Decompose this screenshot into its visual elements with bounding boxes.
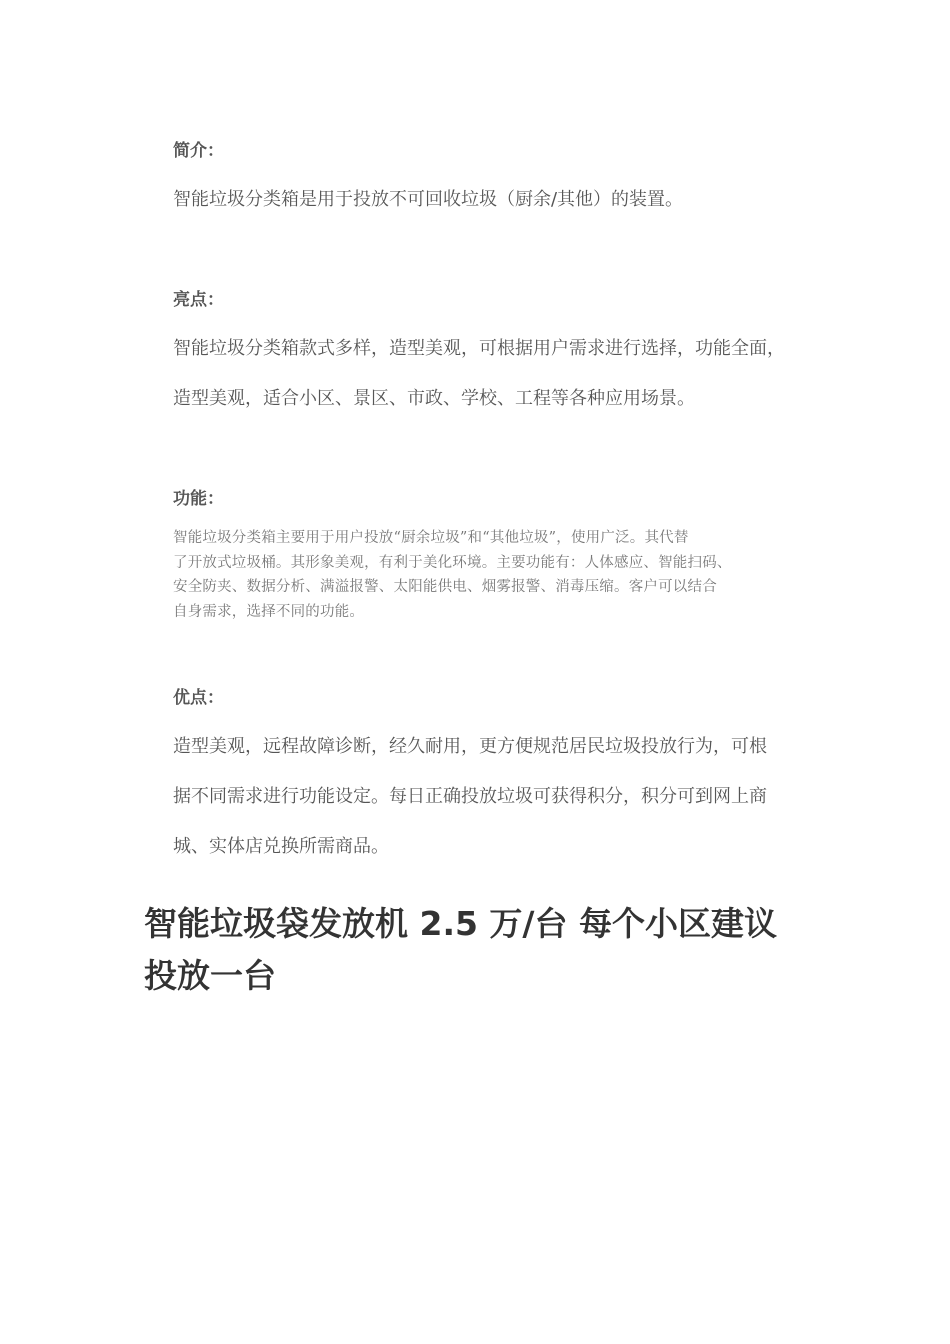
functions-line-3: 安全防夹、数据分析、满溢报警、太阳能供电、烟雾报警、消毒压缩。客户可以结合 <box>173 579 717 595</box>
main-title <box>144 898 824 1002</box>
intro-line-1: 智能垃圾分类箱是用于投放不可回收垃圾（厨余/其他）的装置。 <box>173 189 684 210</box>
functions-heading: 功能： <box>173 489 224 509</box>
advantages-heading: 优点： <box>173 688 224 708</box>
advantages-line-2: 据不同需求进行功能设定。每日正确投放垃圾可获得积分，积分可到网上商 <box>173 786 767 807</box>
advantages-line-1: 造型美观，远程故障诊断，经久耐用，更方便规范居民垃圾投放行为，可根 <box>173 736 767 757</box>
functions-paragraph <box>173 526 813 624</box>
main-title-line-2: 投放一台 <box>144 956 276 995</box>
functions-line-2: 了开放式垃圾桶。其形象美观，有利于美化环境。主要功能有：人体感应、智能扫码、 <box>173 554 732 571</box>
advantages-line-3: 城、实体店兑换所需商品。 <box>173 836 389 857</box>
intro-heading: 简介： <box>173 141 224 161</box>
highlights-line-1: 智能垃圾分类箱款式多样，造型美观，可根据用户需求进行选择，功能全面， <box>173 338 785 359</box>
highlights-line-2: 造型美观，适合小区、景区、市政、学校、工程等各种应用场景。 <box>173 388 695 409</box>
functions-line-1: 智能垃圾分类箱主要用于用户投放“厨余垃圾”和“其他垃圾”，使用广泛。其代替 <box>173 530 689 546</box>
main-title-line-1: 智能垃圾袋发放机 2.5 万/台 每个小区建议 <box>144 904 777 943</box>
highlights-heading: 亮点： <box>173 290 224 310</box>
functions-line-4: 自身需求，选择不同的功能。 <box>173 603 365 620</box>
